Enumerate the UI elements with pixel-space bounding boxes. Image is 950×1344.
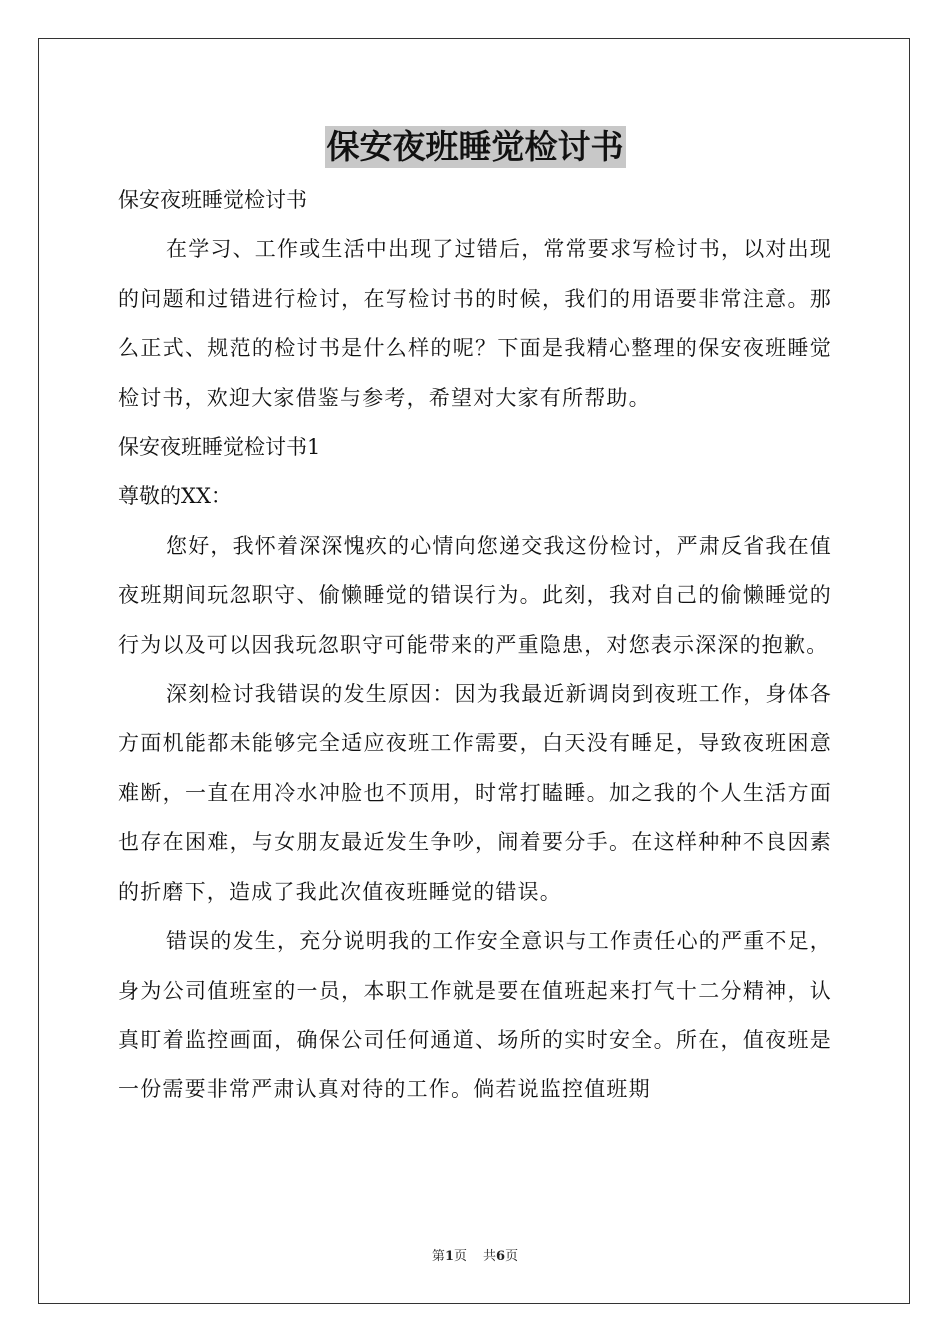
page-current: 1 <box>444 1249 454 1264</box>
page-prefix: 第 <box>431 1249 445 1264</box>
body-paragraph-1: 您好，我怀着深深愧疚的心情向您递交我这份检讨，严肃反省我在值夜班期间玩忽职守、偷懒睡觉的错误行为。此刻，我对自己的偷懒睡觉的行为以及可以因我玩忽职守可能带来的严重隐患，对您表示深深的抱歉。 <box>118 533 832 657</box>
section-heading: 保安夜班睡觉检讨书1 <box>118 435 321 460</box>
intro-paragraph: 在学习、工作或生活中出现了过错后，常常要求写检讨书，以对出现的问题和过错进行检讨，在写检讨书的时候，我们的用语要非常注意。那么正式、规范的检讨书是什么样的呢？下面是我精心整理的保安夜班睡觉检讨书，欢迎大家借鉴与参考，希望对大家有所帮助。 <box>118 237 832 410</box>
document-body <box>118 176 832 1115</box>
subtitle: 保安夜班睡觉检讨书 <box>118 188 307 212</box>
total-prefix: 共 <box>483 1249 497 1264</box>
page-footer <box>0 1248 950 1266</box>
page-total: 6 <box>496 1249 506 1264</box>
salutation: 尊敬的XX： <box>118 484 232 509</box>
document-title: 保安夜班睡觉检讨书 <box>326 127 624 166</box>
title-container <box>0 126 950 168</box>
body-paragraph-3: 错误的发生，充分说明我的工作安全意识与工作责任心的严重不足，身为公司值班室的一员，本职工作就是要在值班起来打气十二分精神，认真盯着监控画面，确保公司任何通道、场所的实时安全。所在，值夜班是一份需要非常严肃认真对待的工作。倘若说监控值班期 <box>118 929 832 1102</box>
total-suffix: 页 <box>505 1249 519 1264</box>
page-suffix: 页 <box>453 1249 467 1264</box>
body-paragraph-2: 深刻检讨我错误的发生原因：因为我最近新调岗到夜班工作，身体各方面机能都未能够完全适应夜班工作需要，白天没有睡足，导致夜班困意难断，一直在用冷水冲脸也不顶用，时常打瞌睡。加之我的个人生活方面也存在困难，与女朋友最近发生争吵，闹着要分手。在这样种种不良因素的折磨下，造成了我此次值夜班睡觉的错误。 <box>118 682 832 904</box>
